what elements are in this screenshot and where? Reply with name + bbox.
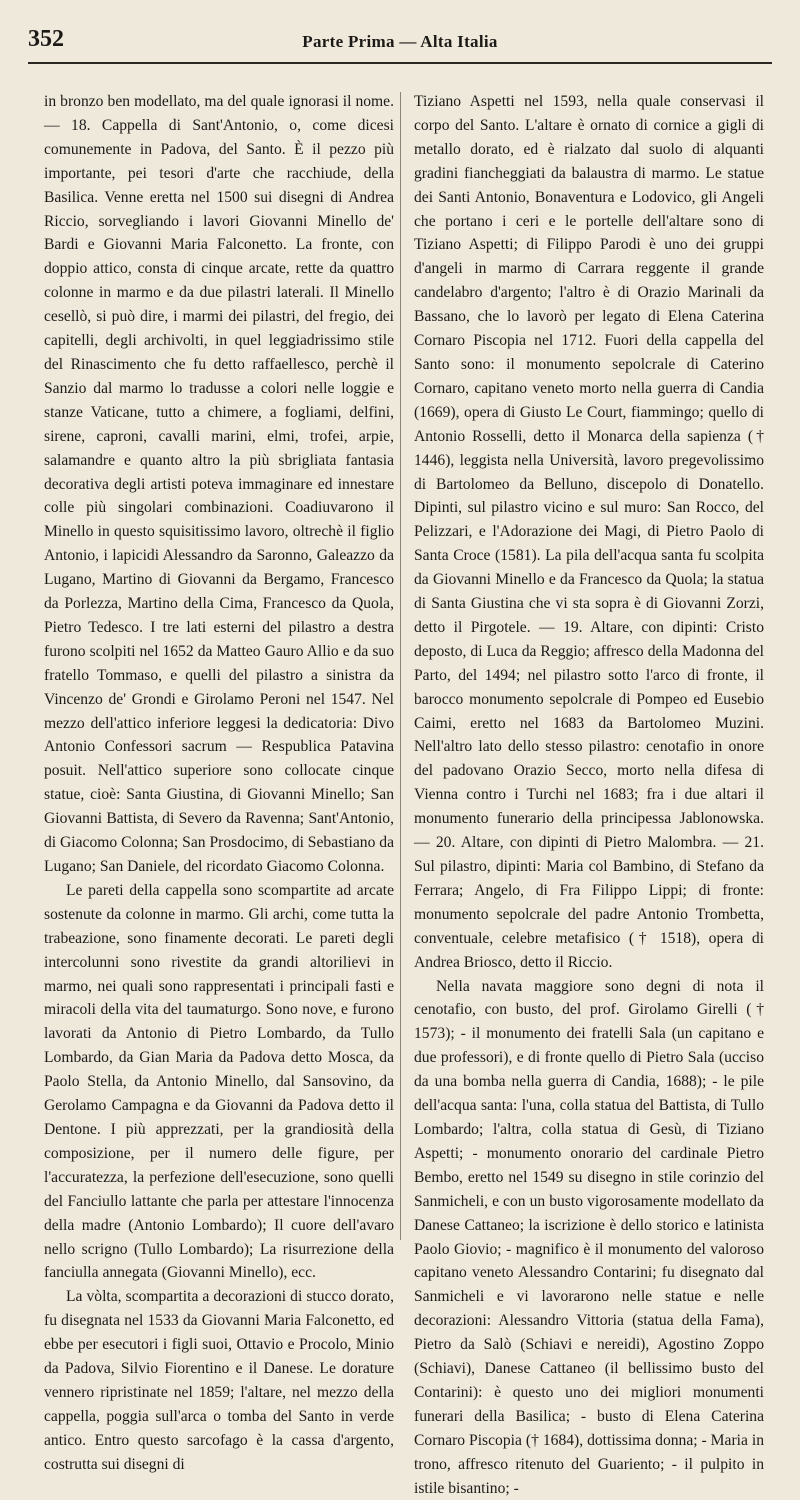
paragraph: in bronzo ben modellato, ma del quale ignorasi il nome. — 18. Cappella di Sant'Antonio, o, come dicesi comunemente in Padova, del Santo. È il pezzo più importante, pei tesori d'arte che racchiude, della Basilica. Venne eretta nel 1500 sui disegni di Andrea Riccio, sorvegliando i lavori Giovanni Minello de' Bardi e Giovanni Maria Falconetto. La fronte, con doppio attico, consta di cinque arcate, rette da quattro colonne in marmo e da due pilastri laterali. Il Minello cesellò, si può dire, i marmi dei pilastri, del fregio, dei capitelli, degli archivolti, in quel leggiadrissimo stile del Rinascimento che fu detto raffaellesco, perchè il Sanzio dal marmo lo tradusse a colori nelle loggie e stanze Vaticane, tutto a chimere, a fogliami, delfini, sirene, caproni, cavalli marini, elmi, trofei, arpie, salamandre e quanto altro la più sbrigliata fantasia decorativa degli artisti poteva immaginare ed innestare colle più singolari combinazioni. Coadiuvarono il Minello in questo squisitissimo lavoro, oltrechè il figlio Antonio, i lapicidi Alessandro da Saronno, Galeazzo da Lugano, Martino di Giovanni da Bergamo, Francesco da Porlezza, Martino della Cima, Francesco da Quola, Pietro Tedesco. I tre lati esterni del pilastro a destra furono scolpiti nel 1652 da Matteo Gauro Allio e da suo fratello Tommaso, e quelli del pilastro a sinistra da Vincenzo de' Grondi e Girolamo Peroni nel 1547. Nel mezzo dell'attico inferiore leggesi la dedicatoria: Divo Antonio Confessori sacrum — Respublica Patavina posuit. Nell'attico superiore sono collocate cinque statue, cioè: Santa Giustina, di Giovanni Minello; San Giovanni Battista, di Severo da Ravenna; Sant'Antonio, di Giacomo Colonna; San Prosdocimo, di Sebastiano da Lugano; San Daniele, del ricordato Giacomo Colonna.	[44, 93, 394, 875]
paragraph: La vòlta, scompartita a decorazioni di stucco dorato, fu disegnata nel 1533 da Giovanni Maria Falconetto, ed ebbe per esecutori i figli suoi, Ottavio e Procolo, Minio da Padova, Silvio Fiorentino e il Danese. Le dorature vennero ripristinate nel 1859; l'altare, nel mezzo della cappella, poggia sull'arca o tomba del Santo in verde antico. Entro questo sarcofago è la cassa d'argento, costrutta sui disegni di	[44, 1288, 394, 1473]
left-column	[44, 90, 394, 1477]
header-rule	[28, 62, 772, 64]
running-head: Parte Prima — Alta Italia	[302, 32, 498, 51]
right-column	[414, 90, 764, 1500]
paragraph: Tiziano Aspetti nel 1593, nella quale conservasi il corpo del Santo. L'altare è ornato di cornice a gigli di metallo dorato, ed è rialzato dal suolo di alquanti gradini fiancheggiati da balaustra di marmo. Le statue dei Santi Antonio, Bonaventura e Lodovico, gli Angeli che portano i ceri e le portelle dell'altare sono di Tiziano Aspetti; di Filippo Parodi è uno dei gruppi d'angeli in marmo di Carrara reggente il grande candelabro d'argento; l'altro è di Orazio Marinali da Bassano, che lo lavorò per legato di Elena Caterina Cornaro Piscopia nel 1712. Fuori della cappella del Santo sono: il monumento sepolcrale di Caterino Cornaro, capitano veneto morto nella guerra di Candia (1669), opera di Giusto Le Court, fiammingo; quello di Antonio Rosselli, detto il Monarca della sapienza († 1446), leggista nella Università, lavoro pregevolissimo di Bartolomeo da Belluno, discepolo di Donatello. Dipinti, sul pilastro vicino e sul muro: San Rocco, del Pelizzari, e l'Adorazione dei Magi, di Pietro Paolo di Santa Croce (1581). La pila dell'acqua santa fu scolpita da Giovanni Minello e da Francesco da Quola; la statua di Santa Giustina che vi sta sopra è di Giovanni Zorzi, detto il Pirgotele. — 19. Altare, con dipinti: Cristo deposto, di Luca da Reggio; affresco della Madonna del Parto, del 1494; nel pilastro sotto l'arco di fronte, il barocco monumento sepolcrale di Pompeo ed Eusebio Caimi, eretto nel 1683 da Bartolomeo Muzini. Nell'altro lato dello stesso pilastro: cenotafio in onore del padovano Orazio Secco, morto nella difesa di Vienna contro i Turchi nel 1683; fra i due altari il monumento funerario della principessa Jablonowska. — 20. Altare, con dipinti di Pietro Malombra. — 21. Sul pilastro, dipinti: Maria col Bambino, di Stefano da Ferrara; Angelo, di Fra Filippo Lippi; di fronte: monumento sepolcrale del padre Antonio Trombetta, conventuale, celebre metafisico († 1518), opera di Andrea Briosco, detto il Riccio.	[414, 93, 764, 971]
paragraph: Nella navata maggiore sono degni di nota il cenotafio, con busto, del prof. Girolamo Girelli († 1573); - il monumento dei fratelli Sala (un capitano e due professori), e di fronte quello di Pietro Sala (ucciso da una bomba nella guerra di Candia, 1688); - le pile dell'acqua santa: l'una, colla statua del Battista, di Tullo Lombardo; l'altra, colla statua di Gesù, di Tiziano Aspetti; - monumento onorario del cardinale Pietro Bembo, eretto nel 1549 su disegno in stile corinzio del Sanmicheli, e con un busto vigorosamente modellato da Danese Cattaneo; la iscrizione è dello storico e latinista Paolo Giovio; - magnifico è il monumento del valoroso capitano veneto Alessandro Contarini; fu disegnato dal Sanmicheli e vi lavorarono nelle statue e nelle decorazioni: Alessandro Vittoria (statua della Fama), Pietro da Salò (Schiavi e nereidi), Agostino Zoppo (Schiavi), Danese Cattaneo (il bellissimo busto del Contarini): è questo uno dei migliori monumenti funerari della Basilica; - busto di Elena Caterina Cornaro Piscopia († 1684), dottissima donna; - Maria in trono, affresco ritenuto del Guariento; - il pulpito in istile bisantino; -	[414, 977, 764, 1497]
paragraph: Le pareti della cappella sono scompartite ad arcate sostenute da colonne in marmo. Gli archi, come tutta la trabeazione, sono finamente decorati. Le pareti degli intercolunni sono rivestite da grandi altorilievi in marmo, nei quali sono rappresentati i principali fasti e miracoli della vita del taumaturgo. Sono nove, e furono lavorati da Antonio di Pietro Lombardo, da Tullo Lombardo, da Gian Maria da Padova detto Mosca, da Paolo Stella, da Antonio Minello, dal Sansovino, da Gerolamo Campagna e da Giovanni da Padova detto il Dentone. I più apprezzati, per la grandiosità della composizione, per il numero delle figure, per l'accuratezza, la perfezione dell'esecuzione, sono quelli del Fanciullo lattante che parla per attestare l'innocenza della madre (Antonio Lombardo); Il cuore dell'avaro nello scrigno (Tullo Lombardo); La risurrezione della fanciulla annegata (Giovanni Minello), ecc.	[44, 881, 394, 1282]
column-divider	[400, 92, 401, 1240]
page-header	[28, 26, 772, 60]
page-number: 352	[28, 26, 64, 52]
